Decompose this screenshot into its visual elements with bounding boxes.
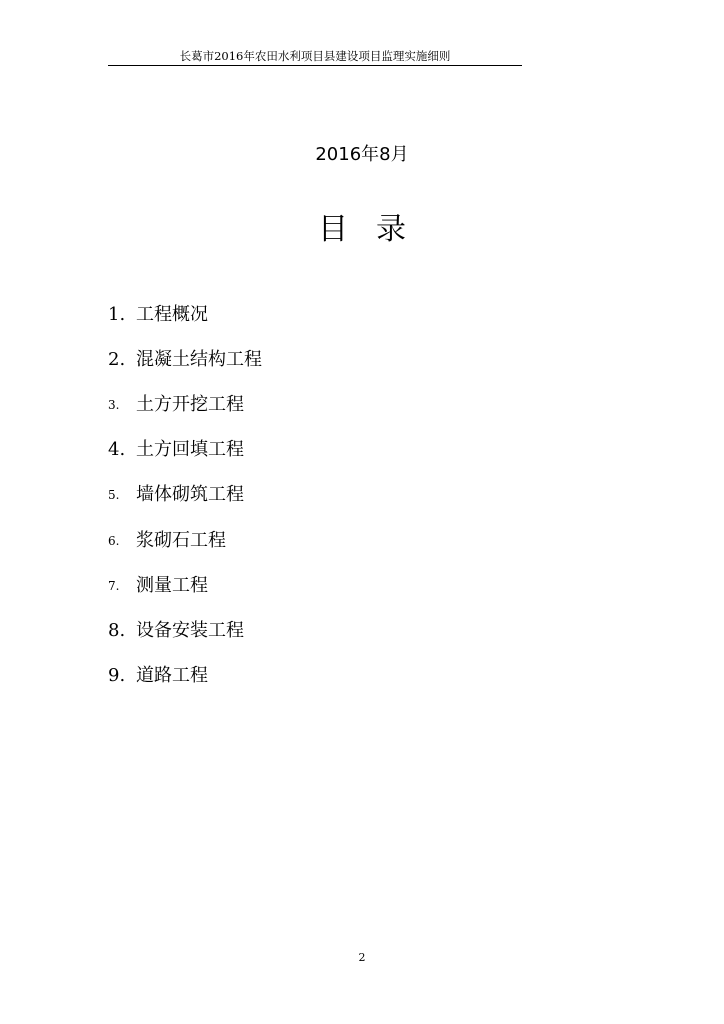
- running-header: 长葛市2016年农田水利项目县建设项目监理实施细则: [108, 49, 522, 66]
- toc-item[interactable]: [108, 654, 568, 699]
- toc-item-number: 8.: [108, 619, 126, 641]
- toc-item-number: 2.: [108, 348, 126, 370]
- toc-item[interactable]: [108, 608, 568, 653]
- toc-item[interactable]: [108, 473, 568, 518]
- toc-title: 目录: [318, 212, 434, 247]
- toc-item[interactable]: [108, 337, 568, 382]
- document-date: 2016年8月: [315, 144, 409, 165]
- toc-item-number: 7.: [108, 578, 120, 593]
- toc-item-label: 浆砌石工程: [136, 529, 226, 551]
- toc-item[interactable]: [108, 382, 568, 427]
- toc-item-label: 土方回填工程: [136, 439, 244, 461]
- toc-item-number: 4.: [108, 439, 126, 461]
- table-of-contents: [108, 292, 568, 699]
- toc-item-label: 道路工程: [136, 665, 208, 687]
- toc-item-label: 土方开挖工程: [136, 393, 244, 415]
- toc-item-label: 混凝土结构工程: [136, 348, 262, 370]
- toc-item-number: 9.: [108, 665, 126, 687]
- toc-item-label: 测量工程: [136, 574, 208, 596]
- toc-item-number: 6.: [108, 533, 120, 548]
- page-number: 2: [358, 951, 366, 964]
- toc-item[interactable]: [108, 563, 568, 608]
- toc-item[interactable]: [108, 292, 568, 337]
- toc-item-number: 1.: [108, 303, 126, 325]
- toc-item-label: 墙体砌筑工程: [136, 484, 244, 506]
- toc-item-number: 5.: [108, 488, 120, 503]
- toc-item-number: 3.: [108, 397, 120, 412]
- toc-item[interactable]: [108, 428, 568, 473]
- toc-item-label: 工程概况: [136, 303, 208, 325]
- toc-item[interactable]: [108, 518, 568, 563]
- toc-item-label: 设备安装工程: [136, 619, 244, 641]
